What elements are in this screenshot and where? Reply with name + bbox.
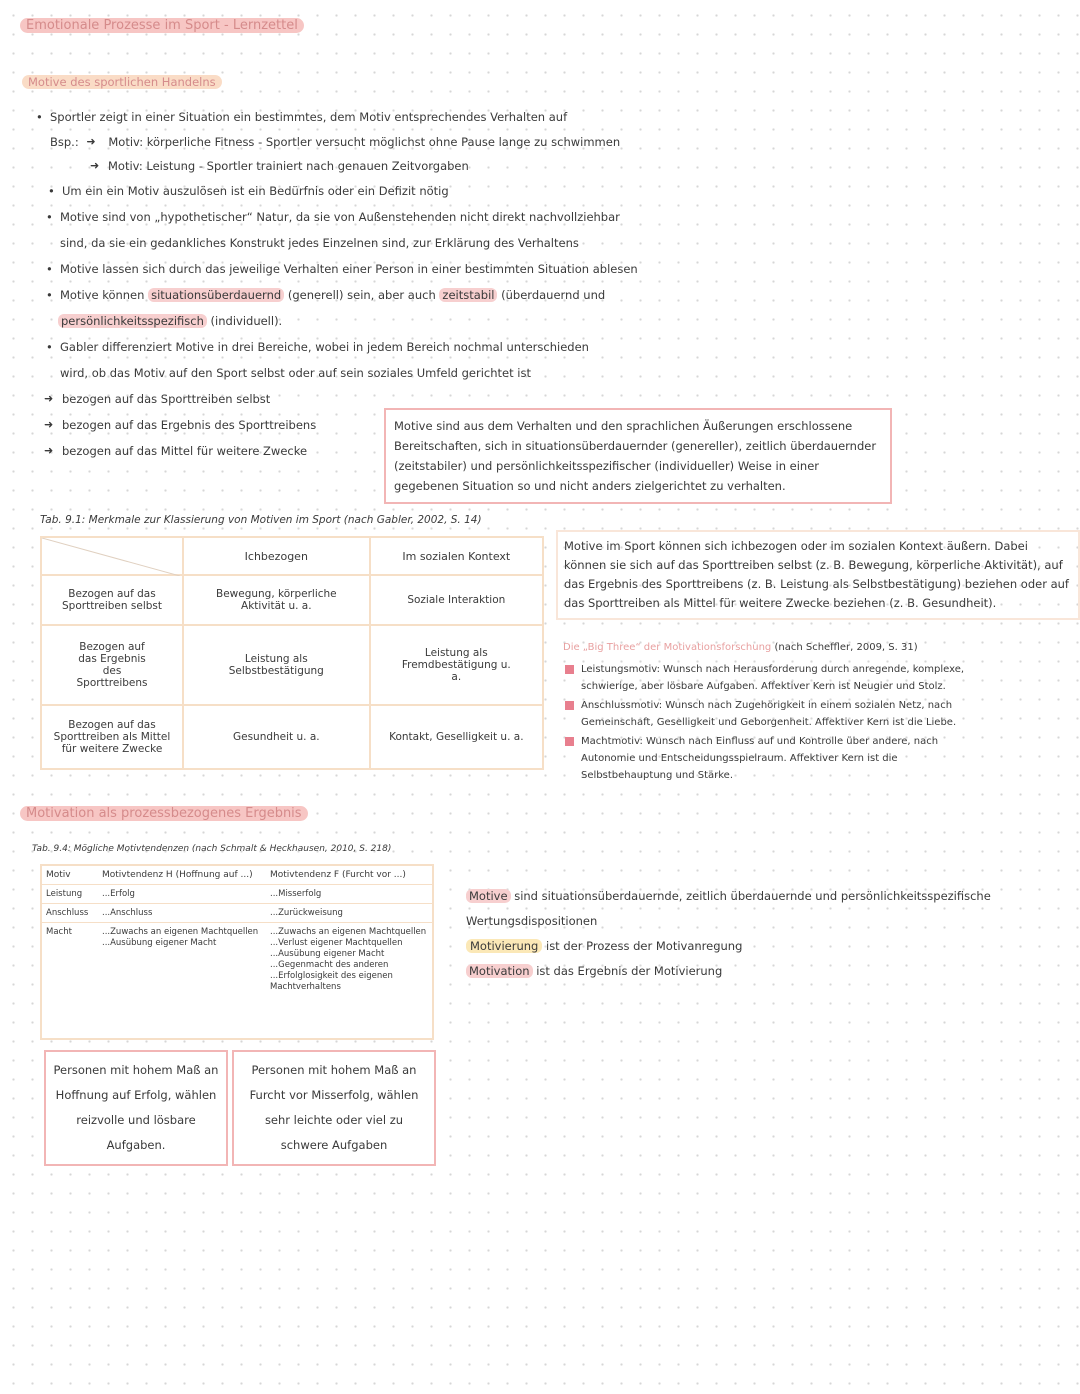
big-three-title: Die „Big Three“ der Motivationsforschung [563, 642, 772, 653]
table-cell: Bezogen auf das Ergebnis des Sporttreibens [41, 625, 183, 705]
term-motivation: Motivation [466, 964, 533, 978]
page-title: Emotionale Prozesse im Sport - Lernzettel [20, 18, 304, 33]
table2-caption: Tab. 9.4: Mögliche Motivtendenzen (nach Schmalt & Heckhausen, 2010, S. 218) [32, 844, 392, 854]
note-line: Motiv: Leistung - Sportler trainiert nach genauen Zeitvorgaben [108, 159, 469, 173]
table-cell: ...Anschluss [102, 908, 153, 918]
side-summary-box: Motive im Sport können sich ichbezogen oder im sozialen Kontext äußern. Dabei können sie sich auf das Sporttreiben selbst (z. B. Bewegung, körperliche Aktivität), auf das Ergebnis des Sporttreibens (z. B. Leistung als Selbstbestätigung) beziehen oder auf das Sporttreiben als Mittel für weitere Zwecke beziehen (z. B. Gesundheit). [556, 530, 1080, 620]
table-cell: ...Zuwachs an eigenen Machtquellen ...Ausübung eigener Macht [102, 927, 259, 948]
diagonal-line-icon [42, 538, 180, 576]
motive-tendency-table-frame [40, 864, 434, 1040]
list-item: Anschlussmotiv: Wunsch nach Zugehörigkeit in einem sozialen Netz, nach Gemeinschaft, Geselligkeit und Geborgenheit. Affektiver Kern ist die Liebe. [563, 697, 983, 731]
note-line: • Motive lassen sich durch das jeweilige Verhalten einer Person in einer bestimmten Situation ablesen [50, 256, 638, 282]
section-heading-motivation: Motivation als prozessbezogenes Ergebnis [20, 806, 308, 821]
note-line: Bsp.: Motiv: körperliche Fitness - Sportler versucht möglichst ohne Pause lange zu schwimmen [50, 135, 621, 149]
table-cell: Macht [46, 927, 72, 937]
note-line: • Gabler differenziert Motive in drei Bereiche, wobei in jedem Bereich nochmal unterschieden [50, 334, 638, 360]
table-cell: Bezogen auf das Sporttreiben als Mittel für weitere Zwecke [41, 705, 183, 769]
big-three-block [563, 642, 983, 784]
section-heading-motive: Motive des sportlichen Handelns [22, 75, 222, 89]
table-header-cell: Motivtendenz F (Furcht vor ...) [270, 870, 406, 880]
square-bullet-icon [565, 665, 574, 674]
table-cell: Leistung [46, 889, 83, 899]
note-line: ➜ bezogen auf das Ergebnis des Sporttreibens [50, 412, 638, 438]
note-line: • Sportler zeigt in einer Situation ein bestimmtes, dem Motiv entsprechendes Verhalten auf [50, 104, 638, 130]
term-motive: Motive [466, 889, 511, 903]
table-row [41, 705, 543, 769]
motive-classification-table [40, 536, 544, 770]
note-line: • Motive sind von „hypothetischer“ Natur, da sie von Außenstehenden nicht direkt nachvollziehbar [50, 204, 638, 230]
table1-caption: Tab. 9.1: Merkmale zur Klassierung von Motiven im Sport (nach Gabler, 2002, S. 14) [40, 514, 482, 526]
table-header-cell: Motiv [46, 870, 71, 880]
table-header-cell: Im sozialen Kontext [370, 537, 543, 575]
hope-of-success-box: Personen mit hohem Maß an Hoffnung auf Erfolg, wählen reizvolle und lösbare Aufgaben. [44, 1050, 228, 1166]
note-line: wird, ob das Motiv auf den Sport selbst oder auf sein soziales Umfeld gerichtet ist [60, 366, 531, 380]
table-cell: Anschluss [46, 908, 89, 918]
table-header-cell: Ichbezogen [183, 537, 370, 575]
note-line: • Motive können situationsüberdauernd (generell) sein, aber auch zeitstabil (überdauernd und [50, 282, 638, 308]
table-row [41, 575, 543, 625]
table-cell: ...Misserfolg [270, 889, 322, 899]
fear-of-failure-box: Personen mit hohem Maß an Furcht vor Misserfolg, wählen sehr leichte oder viel zu schwere Aufgaben [232, 1050, 436, 1166]
note-line: sind, da sie ein gedankliches Konstrukt jedes Einzelnen sind, zur Erklärung des Verhaltens [60, 236, 579, 250]
table-row [41, 537, 543, 575]
note-line: ➜ bezogen auf das Mittel für weitere Zwecke [50, 438, 638, 464]
table-cell: ...Erfolg [102, 889, 135, 899]
table-corner-cell [41, 537, 183, 575]
term-motivierung: Motivierung [466, 939, 542, 953]
table-cell: Leistung als Selbstbestätigung [183, 625, 370, 705]
table-row [42, 866, 432, 885]
table-cell: Bezogen auf das Sporttreiben selbst [41, 575, 183, 625]
table-row [42, 923, 432, 998]
motive-tendency-table [42, 866, 432, 997]
table-cell: Soziale Interaktion [370, 575, 543, 625]
note-line: persönlichkeitsspezifisch (individuell). [50, 308, 638, 334]
summary-block: Motive sind situationsüberdauernde, zeitlich überdauernde und persönlichkeitsspezifische Wertungsdispositionen Motivierung ist der Prozess der Motivanregung Motivation ist das Ergebnis der Motivierung [466, 889, 991, 978]
note-line: • Um ein ein Motiv auszulösen ist ein Bedürfnis oder ein Defizit nötig [50, 178, 638, 204]
table-header-cell: Motivtendenz H (Hoffnung auf ...) [102, 870, 253, 880]
table-cell: Bewegung, körperliche Aktivität u. a. [183, 575, 370, 625]
table-cell: ...Zurückweisung [270, 908, 343, 918]
table-cell: Kontakt, Geselligkeit u. a. [370, 705, 543, 769]
list-item: Leistungsmotiv: Wunsch nach Herausforderung durch anregende, komplexe, schwierige, aber lösbare Aufgaben. Affektiver Kern ist Neugier und Stolz. [563, 661, 983, 695]
square-bullet-icon [565, 701, 574, 710]
table-cell: ...Zuwachs an eigenen Machtquellen ...Verlust eigener Machtquellen ...Ausübung eigener Macht ...Gegenmacht des anderen ...Erfolglosigkeit des eigenen Machtverhaltens [270, 927, 427, 992]
big-three-source: (nach Scheffler, 2009, S. 31) [774, 642, 918, 653]
table-row [42, 885, 432, 904]
table-cell: Gesundheit u. a. [183, 705, 370, 769]
note-line: ➜ bezogen auf das Sporttreiben selbst [50, 386, 638, 412]
definition-box: Motive sind aus dem Verhalten und den sprachlichen Äußerungen erschlossene Bereitschaften, sich in situationsüberdauernder (genereller), zeitlich überdauernder (zeitstabiler) und persönlichkeitsspezifischer (individueller) Weise in einer gegebenen Situation so und nicht anders zielgerichtet zu verhalten. [384, 408, 892, 504]
table-cell: Leistung als Fremdbestätigung u. a. [370, 625, 543, 705]
list-item: Machtmotiv: Wunsch nach Einfluss auf und Kontrolle über andere, nach Autonomie und Entscheidungsspielraum. Affektiver Kern ist die Selbstbehauptung und Stärke. [563, 733, 983, 784]
table-row [42, 904, 432, 923]
table-row [41, 625, 543, 705]
square-bullet-icon [565, 737, 574, 746]
